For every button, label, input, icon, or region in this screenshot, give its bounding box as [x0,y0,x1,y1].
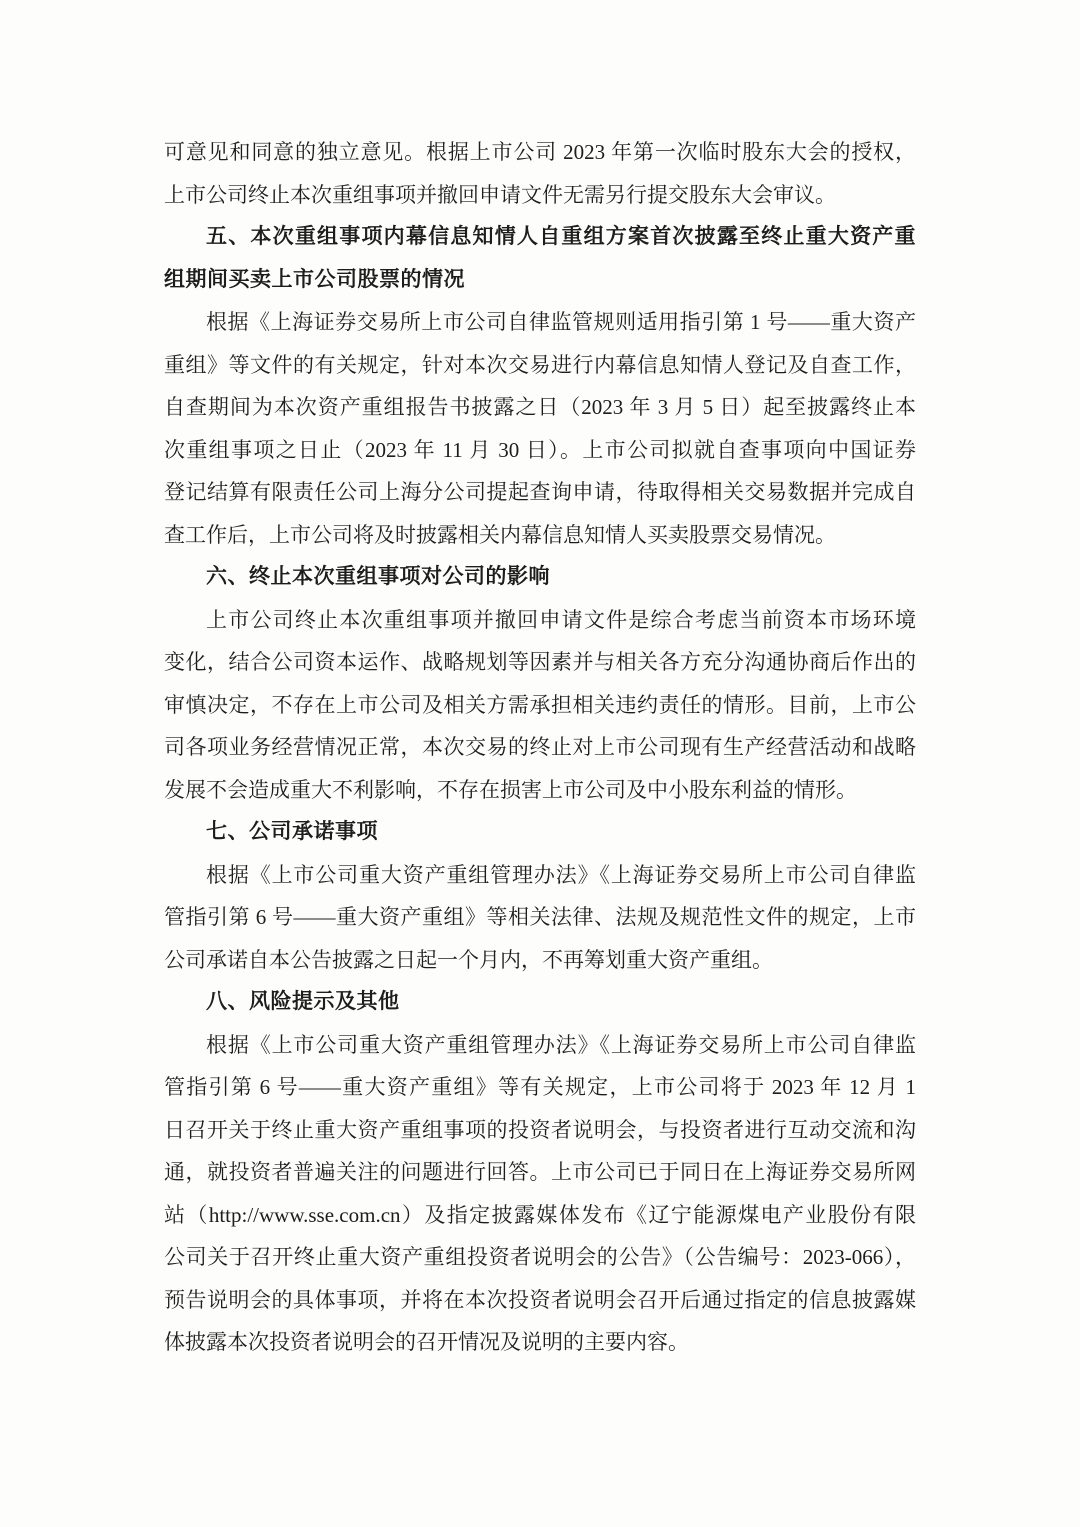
body-text-line: 公司关于召开终止重大资产重组投资者说明会的公告》（公告编号：2023-066）， [164,1245,916,1269]
body-text-line: 管指引第 6 号——重大资产重组》等相关法律、法规及规范性文件的规定，上市 [164,905,916,929]
section-heading-line: 五、本次重组事项内幕信息知情人自重组方案首次披露至终止重大资产重 [206,225,916,248]
body-text-line: 自查期间为本次资产重组报告书披露之日（2023 年 3 月 5 日）起至披露终止本 [164,395,916,419]
body-text-line: 次重组事项之日止（2023 年 11 月 30 日）。上市公司拟就自查事项向中国证券 [164,437,916,462]
body-text-line: 公司承诺自本公告披露之日起一个月内，不再筹划重大资产重组。 [164,947,773,972]
section-heading-line: 八、风险提示及其他 [206,990,400,1013]
body-text-line: 根据《上海证券交易所上市公司自律监管规则适用指引第 1 号——重大资产 [206,310,916,334]
section-heading-line: 组期间买卖上市公司股票的情况 [164,267,465,291]
body-text-line: 通，就投资者普遍关注的问题进行回答。上市公司已于同日在上海证券交易所网 [164,1160,916,1184]
body-text-line: 上市公司终止本次重组事项并撤回申请文件无需另行提交股东大会审议。 [164,182,836,207]
body-text-line: 根据《上市公司重大资产重组管理办法》《上海证券交易所上市公司自律监 [206,1032,916,1057]
section-heading-line: 七、公司承诺事项 [206,820,378,843]
body-text-line: 发展不会造成重大不利影响，不存在损害上市公司及中小股东利益的情形。 [164,777,857,802]
body-text-line: 变化，结合公司资本运作、战略规划等因素并与相关各方充分沟通协商后作出的 [164,650,916,674]
document-body [164,131,916,1364]
section-heading-line: 六、终止本次重组事项对公司的影响 [206,565,550,588]
body-text-line: 查工作后，上市公司将及时披露相关内幕信息知情人买卖股票交易情况。 [164,522,836,547]
body-text-line: 管指引第 6 号——重大资产重组》等有关规定，上市公司将于 2023 年 12 月 1 [164,1075,916,1099]
body-text-line: 司各项业务经营情况正常，本次交易的终止对上市公司现有生产经营活动和战略 [164,735,916,759]
body-text-line: 体披露本次投资者说明会的召开情况及说明的主要内容。 [164,1330,689,1354]
body-text-line: 重组》等文件的有关规定，针对本次交易进行内幕信息知情人登记及自查工作， [164,352,916,377]
body-text-line: 上市公司终止本次重组事项并撤回申请文件是综合考虑当前资本市场环境 [206,607,916,632]
body-text-line: 可意见和同意的独立意见。根据上市公司 2023 年第一次临时股东大会的授权， [164,140,916,164]
body-text-line: 预告说明会的具体事项，并将在本次投资者说明会召开后通过指定的信息披露媒 [164,1287,916,1312]
body-text-line: 登记结算有限责任公司上海分公司提起查询申请，待取得相关交易数据并完成自 [164,480,916,504]
body-text-line: 根据《上市公司重大资产重组管理办法》《上海证券交易所上市公司自律监 [206,862,916,887]
body-text-line: 审慎决定，不存在上市公司及相关方需承担相关违约责任的情形。目前，上市公 [164,692,916,717]
body-text-line: 日召开关于终止重大资产重组事项的投资者说明会，与投资者进行互动交流和沟 [164,1117,916,1142]
body-text-line: 站（http://www.sse.com.cn）及指定披露媒体发布《辽宁能源煤电产业股份有限 [164,1202,916,1227]
